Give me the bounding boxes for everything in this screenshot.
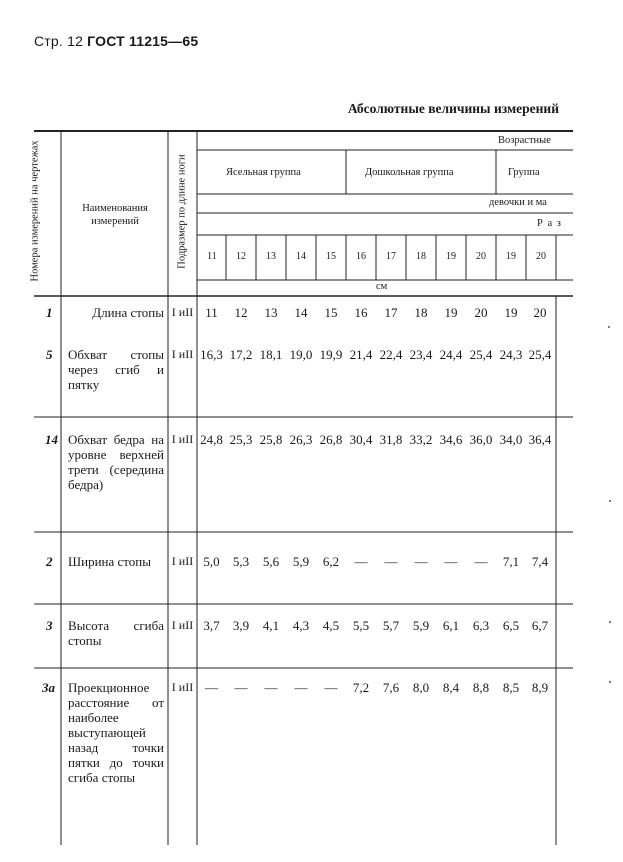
table-cell: 3,9	[232, 618, 250, 633]
size-header-cell: 18	[416, 251, 426, 262]
row-number: 3а	[42, 680, 55, 695]
table-cell: 5,3	[232, 554, 250, 569]
age-groups-header: Возрастные	[498, 135, 551, 146]
table-cell: 22,4	[379, 347, 403, 362]
table-cell: 25,4	[469, 347, 493, 362]
table-cell: 3,7	[203, 618, 220, 633]
table-cell: 6,3	[472, 618, 490, 633]
row-name: Обхват бедра на уровне верхней трети (середина бедра)	[68, 432, 164, 492]
table-cell: 25,8	[259, 432, 283, 447]
unit-label: см	[376, 281, 388, 292]
table-cell: 6,1	[442, 618, 460, 633]
row-number: 1	[46, 305, 53, 320]
table-cell: 6,7	[531, 618, 549, 633]
page-number: Стр. 12	[34, 33, 84, 49]
size-header-cell: 20	[536, 251, 546, 262]
scan-mark	[609, 681, 611, 683]
table-cell: 18,1	[259, 347, 283, 362]
row-number: 5	[46, 347, 53, 362]
table-cell: 24,8	[200, 432, 223, 447]
size-header-cell: 12	[236, 251, 246, 262]
row-subsize: I иII	[171, 554, 194, 568]
table-cell: 7,1	[502, 554, 520, 569]
size-header-cell: 16	[356, 251, 366, 262]
table-cell: 8,0	[412, 680, 430, 695]
table-title: Абсолютные величины измерений	[347, 101, 559, 116]
table-cell: 4,3	[292, 618, 310, 633]
table-cell: 4,5	[322, 618, 340, 633]
table-cell: 19,9	[319, 347, 343, 362]
table-cell: 25,4	[528, 347, 552, 362]
table-cell: —	[354, 554, 368, 569]
table-cell: 24,3	[499, 347, 523, 362]
table-cell: 8,5	[502, 680, 520, 695]
scan-mark	[608, 326, 610, 328]
table-cell: 24,4	[439, 347, 463, 362]
table-cell: 18	[414, 305, 428, 320]
table-cell: 19	[504, 305, 518, 320]
sizes-label: Р а з	[537, 218, 562, 229]
size-header-cell: 20	[476, 251, 486, 262]
row-subsize: I иII	[171, 305, 194, 319]
row-number: 3	[46, 618, 53, 633]
table-cell: 14	[294, 305, 308, 320]
table-cell: 7,6	[382, 680, 400, 695]
table-cell: —	[414, 554, 428, 569]
table-cell: 34,0	[499, 432, 523, 447]
size-header-cell: 13	[266, 251, 276, 262]
row-name: Длина стопы	[92, 305, 164, 320]
scan-mark	[609, 621, 611, 623]
row-name: Обхват стопы через сгиб и пятку	[68, 347, 164, 392]
table-cell: 30,4	[349, 432, 373, 447]
table-cell: 12	[234, 305, 248, 320]
row-subsize: I иII	[171, 432, 194, 446]
table-cell: —	[384, 554, 398, 569]
gender-label: девочки и ма	[489, 197, 547, 208]
table-cell: 11	[205, 305, 218, 320]
table-cell: —	[444, 554, 458, 569]
table-cell: —	[234, 680, 248, 695]
table-cell: 5,5	[352, 618, 370, 633]
table-cell: 8,8	[472, 680, 490, 695]
table-cell: 34,6	[439, 432, 463, 447]
col-header-measure-name: Наименования измерений	[82, 203, 148, 227]
table-cell: 6,5	[502, 618, 520, 633]
row-subsize: I иII	[171, 680, 194, 694]
row-name: Высота сгиба стопы	[68, 618, 164, 648]
table-cell: 16,3	[200, 347, 223, 362]
table-cell: 19,0	[289, 347, 313, 362]
table-cell: 20	[474, 305, 488, 320]
table-cell: 17,2	[229, 347, 253, 362]
table-cell: 5,0	[203, 554, 220, 569]
table-cell: —	[474, 554, 488, 569]
standard-code: ГОСТ 11215—65	[87, 33, 199, 49]
size-header-cell: 19	[446, 251, 456, 262]
size-header-cell: 17	[386, 251, 396, 262]
table-cell: —	[324, 680, 338, 695]
table-cell: —	[205, 680, 218, 695]
col-header-measure-number: Номера измерений на чертежах	[29, 140, 41, 282]
table-cell: 19	[444, 305, 458, 320]
table-cell: 5,9	[292, 554, 310, 569]
table-cell: 5,7	[382, 618, 400, 633]
table-cell: 13	[264, 305, 278, 320]
size-header-cell: 15	[326, 251, 336, 262]
row-name: Ширина стопы	[68, 554, 151, 569]
table-cell: 8,9	[531, 680, 549, 695]
row-number: 2	[46, 554, 53, 569]
table-cell: 21,4	[349, 347, 373, 362]
table-cell: 17	[384, 305, 398, 320]
table-cell: 26,3	[289, 432, 313, 447]
table-cell: 7,4	[531, 554, 549, 569]
row-subsize: I иII	[171, 347, 194, 361]
table-cell: 33,2	[409, 432, 433, 447]
table-cell: 16	[354, 305, 368, 320]
col-header-leg-subsize: Подразмер по длине ноги	[176, 154, 188, 269]
scan-mark	[609, 500, 611, 502]
row-number: 14	[45, 432, 58, 447]
table-cell: 8,4	[442, 680, 460, 695]
table-cell: 4,1	[262, 618, 280, 633]
group-label: Группа	[508, 167, 540, 178]
row-subsize: I иII	[171, 618, 194, 632]
table-cell: 15	[324, 305, 338, 320]
table-cell: 23,4	[409, 347, 433, 362]
table-cell: 7,2	[352, 680, 370, 695]
size-header-cell: 14	[296, 251, 306, 262]
table-cell: 20	[533, 305, 547, 320]
row-name: Проекционное расстояние от наиболее выступающей назад точки пятки до точки сгиба стопы	[68, 680, 164, 785]
table-cell: 36,4	[528, 432, 552, 447]
preschool-group-label: Дошкольная группа	[365, 167, 454, 178]
table-cell: 36,0	[469, 432, 493, 447]
table-cell: 5,6	[262, 554, 280, 569]
table-cell: 26,8	[319, 432, 343, 447]
table-cell: 25,3	[229, 432, 253, 447]
size-header-cell: 19	[506, 251, 516, 262]
table-cell: 6,2	[322, 554, 340, 569]
nursery-group-label: Ясельная группа	[226, 167, 301, 178]
table-cell: —	[294, 680, 308, 695]
size-header-cell: 11	[207, 251, 217, 262]
table-cell: —	[264, 680, 278, 695]
table-cell: 31,8	[379, 432, 403, 447]
table-cell: 5,9	[412, 618, 430, 633]
